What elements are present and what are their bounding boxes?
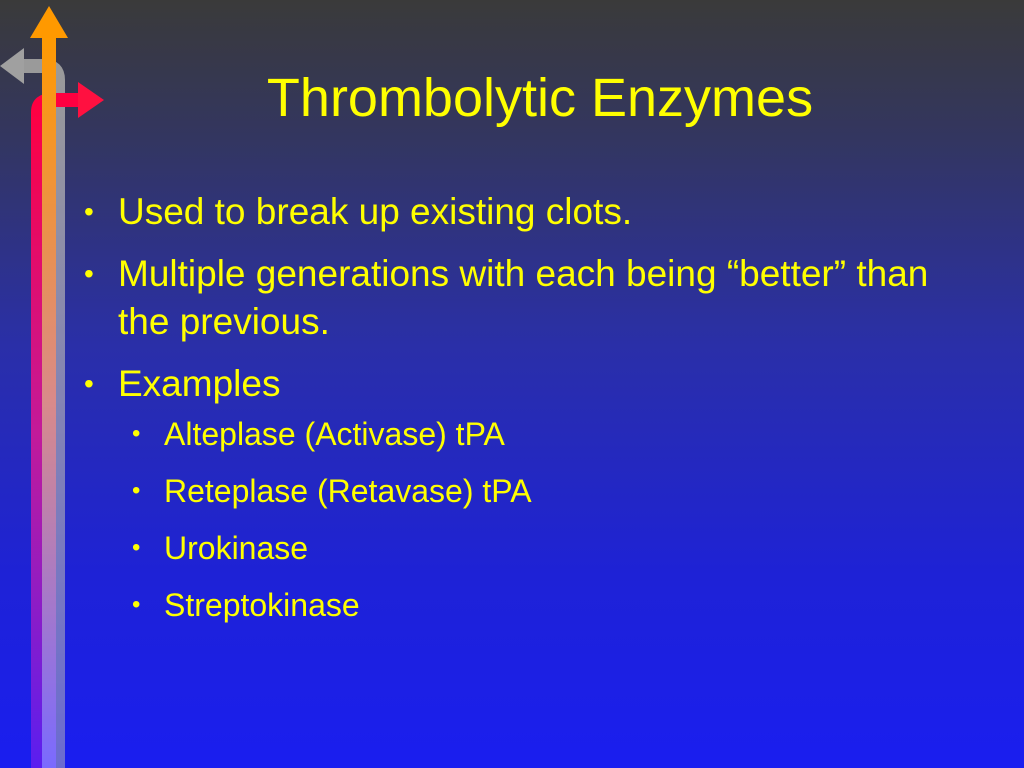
bullet-item (80, 360, 940, 625)
sub-bullet-list (118, 414, 940, 625)
sub-bullet-text: Streptokinase (164, 587, 360, 623)
sub-bullet-item (118, 585, 940, 625)
bullet-text: Multiple generations with each being “better” than the previous. (118, 253, 929, 342)
sub-bullet-item (118, 471, 940, 511)
sub-bullet-text: Alteplase (Activase) tPA (164, 416, 505, 452)
sub-bullet-dot: • (132, 591, 141, 618)
bullet-item (80, 188, 940, 236)
slide-title: Thrombolytic Enzymes (266, 68, 814, 128)
sub-bullet-dot: • (132, 534, 141, 561)
sub-bullet-text: Reteplase (Retavase) tPA (164, 473, 532, 509)
sub-bullet-item (118, 528, 940, 568)
sub-bullet-text: Urokinase (164, 530, 309, 566)
bullet-dot: • (84, 368, 94, 399)
bullet-item (80, 250, 940, 346)
bullet-dot: • (84, 258, 94, 289)
sub-bullet-dot: • (132, 420, 141, 447)
bullet-dot: • (84, 196, 94, 227)
sub-bullet-item (118, 414, 940, 454)
bullet-text: Examples (118, 363, 281, 404)
bullet-text: Used to break up existing clots. (118, 191, 633, 232)
sub-bullet-dot: • (132, 477, 141, 504)
bullet-list (80, 188, 940, 642)
